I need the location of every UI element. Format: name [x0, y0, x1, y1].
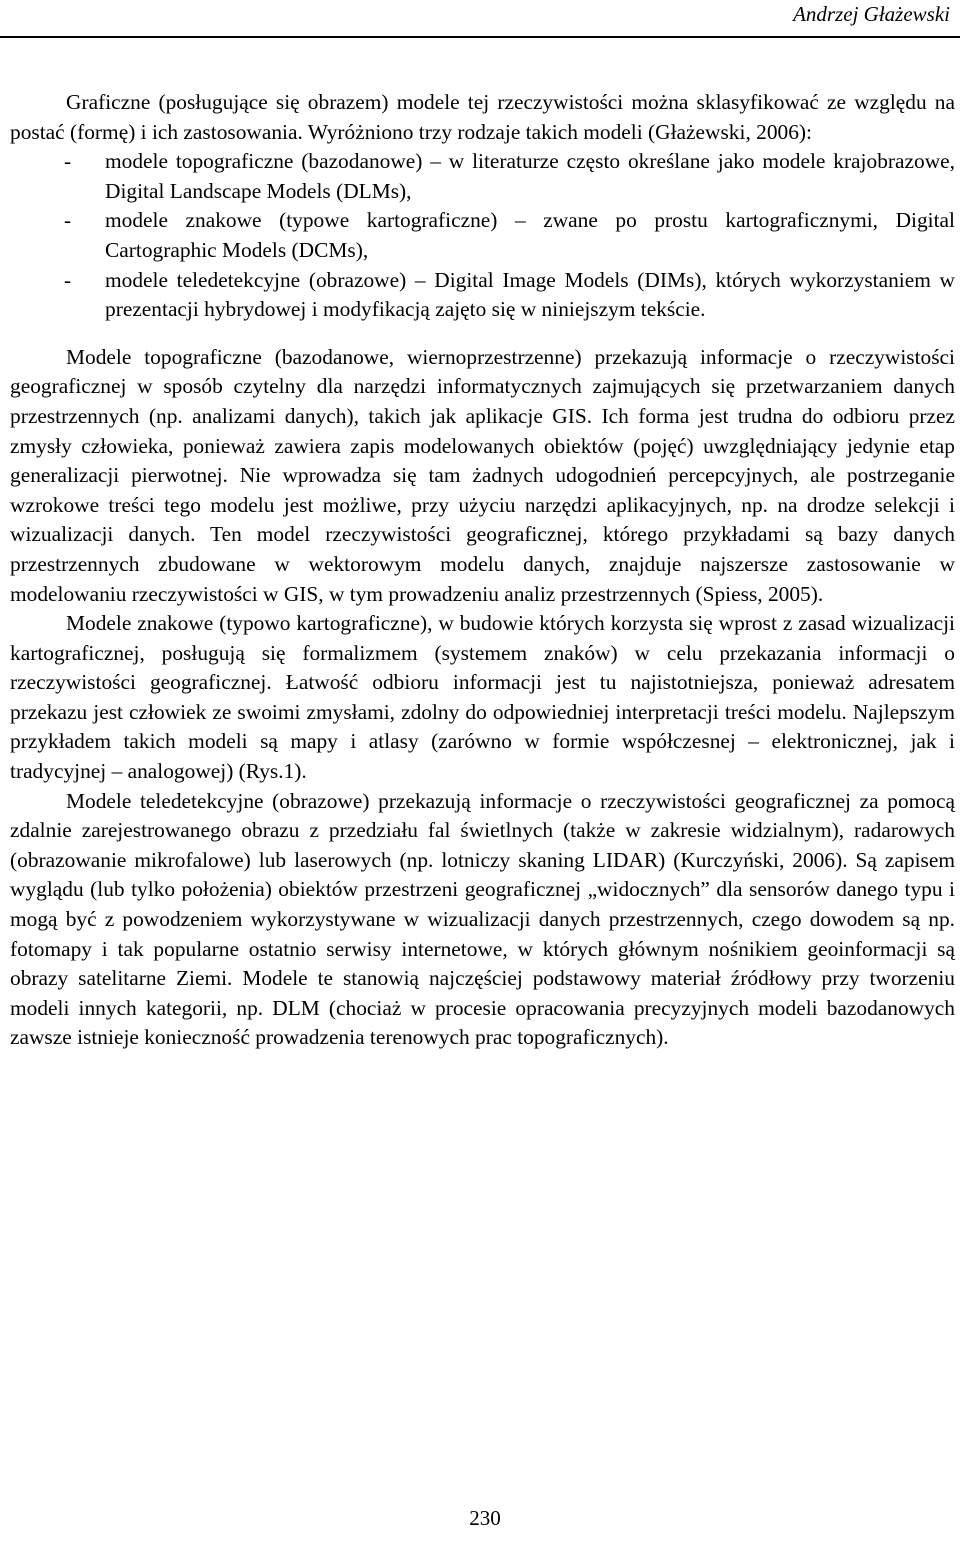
list-item-text: modele znakowe (typowe kartograficzne) – zwane po prostu kartograficznymi, Digital Cartographic Models (DCMs), [105, 208, 955, 262]
list-item [10, 266, 955, 325]
paragraph-topographic-models: Modele topograficzne (bazodanowe, wiernoprzestrzenne) przekazują informacje o rzeczywistości geograficznej w sposób czytelny dla narzędzi informatycznych zajmujących się przetwarzaniem danych przestrzennych (np. analizami danych), takich jak aplikacje GIS. Ich forma jest trudna do odbioru przez zmysły człowieka, ponieważ zawiera zapis modelowanych obiektów (pojęć) uwzględniający jedynie etap generalizacji pierwotnej. Nie wprowadza się tam żadnych udogodnień percepcyjnych, ale postrzeganie wzrokowe treści tego modelu jest możliwe, przy użyciu narzędzi aplikacyjnych, np. na drodze selekcji i wizualizacji danych. Ten model rzeczywistości geograficznej, którego przykładami są bazy danych przestrzennych zbudowane w wektorowym modelu danych, znajduje najszersze zastosowanie w modelowaniu rzeczywistości w GIS, w tym prowadzeniu analiz przestrzennych (Spiess, 2005). [10, 344, 955, 606]
list-item-text: modele topograficzne (bazodanowe) – w literaturze często określane jako modele krajobrazowe, Digital Landscape Models (DLMs), [105, 149, 955, 203]
header-rule [0, 36, 960, 38]
page-number: 230 [469, 1506, 501, 1530]
paragraph-cartographic-models: Modele znakowe (typowo kartograficzne), w budowie których korzysta się wprost z zasad wizualizacji kartograficznej, posługują się formalizmem (systemem znaków) w celu przekazania informacji o rzeczywistości geograficznej. Łatwość odbioru informacji jest tu najistotniejsza, ponieważ adresatem przekazu jest człowiek ze swoimi zmysłami, zdolny do odpowiedniej interpretacji treści modelu. Najlepszym przykładem takich modeli są mapy i atlasy (zarówno w formie współczesnej – elektronicznej, jak i tradycyjnej – analogowej) (Rys.1). [10, 611, 955, 784]
running-header-author: Andrzej Głażewski [793, 2, 950, 26]
paragraph-remote-sensing-models: Modele teledetekcyjne (obrazowe) przekazują informacje o rzeczywistości geograficznej za pomocą zdalnie zarejestrowanego obrazu z przedziału fal świetlnych (także w zakresie widzialnym), radarowych (obrazowanie mikrofalowe) lub laserowych (np. lotniczy skaning LIDAR) (Kurczyński, 2006). Są zapisem wyglądu (lub tylko położenia) obiektów przestrzeni geograficznej „widocznych” dla sensorów danego typu i mogą być z powodzeniem wykorzystywane w wizualizacji danych przestrzennych, czego dowodem są np. fotomapy i tak popularne ostatnio serwisy internetowe, w których głównym nośnikiem geoinformacji są obrazy satelitarne Ziemi. Modele te stanowią najczęściej podstawowy materiał źródłowy przy tworzeniu modeli innych kategorii, np. DLM (chociaż w procesie opracowania precyzyjnych modeli bazodanowych zawsze istnieje konieczność prowadzenia terenowych prac topograficznych). [10, 788, 955, 1050]
page-body [10, 88, 955, 1053]
list-dash: - [64, 149, 72, 174]
list-dash: - [64, 267, 72, 292]
list-item [10, 147, 955, 206]
list-item [10, 206, 955, 265]
intro-paragraph: Graficzne (posługujące się obrazem) modele tej rzeczywistości można sklasyfikować ze względu na postać (formę) i ich zastosowania. Wyróżniono trzy rodzaje takich modeli (Głażewski, 2006): [10, 90, 955, 144]
list-item-text: modele teledetekcyjne (obrazowe) – Digital Image Models (DIMs), których wykorzystaniem w prezentacji hybrydowej i modyfikacją zajęto się w niniejszym tekście. [105, 267, 955, 322]
model-types-list [10, 147, 955, 325]
list-dash: - [64, 208, 72, 233]
